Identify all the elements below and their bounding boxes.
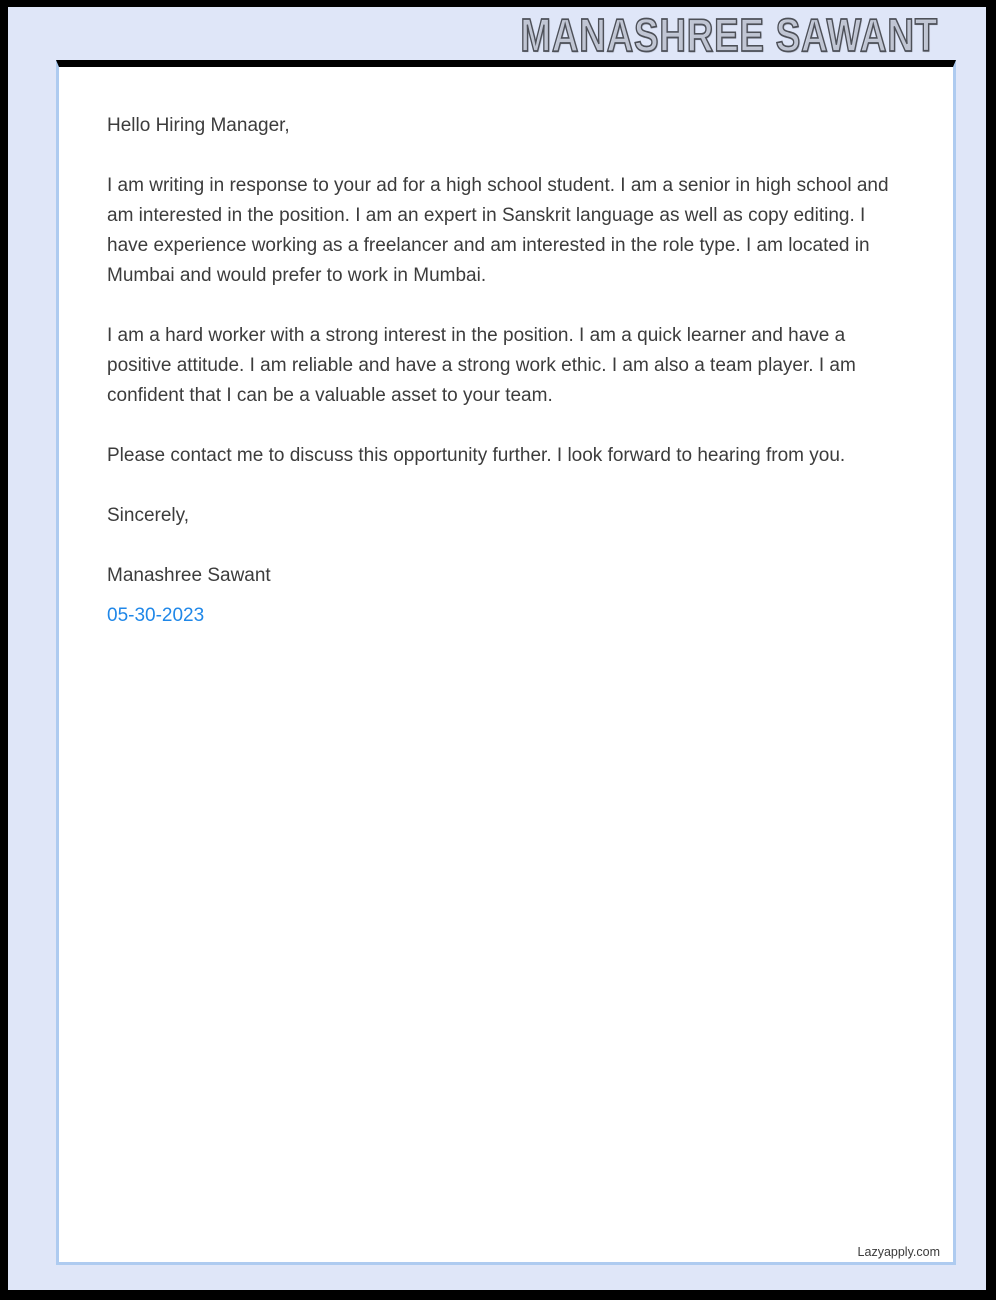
header-candidate-name: MANASHREE SAWANT (520, 9, 938, 61)
letter-signature: Manashree Sawant (107, 565, 271, 586)
footer-brand-label: Lazyapply.com (857, 1245, 940, 1259)
letter-greeting: Hello Hiring Manager, (107, 115, 290, 136)
document-background (8, 7, 986, 1290)
letter-paragraph-2: I am a hard worker with a strong interest in the position. I am a quick learner and have a positive attitude. I am reliable and have a strong work ethic. I am also a team player. I am confident that I can be a valuable asset to your team. (107, 325, 856, 406)
letter-closing: Sincerely, (107, 505, 190, 526)
letter-paragraph-3: Please contact me to discuss this opportunity further. I look forward to hearing from you. (107, 445, 846, 466)
letter-page (56, 60, 956, 1265)
letter-body (59, 67, 953, 631)
letter-date: 05-30-2023 (107, 605, 205, 626)
letter-paragraph-1: I am writing in response to your ad for a high school student. I am a senior in high school and am interested in the position. I am an expert in Sanskrit language as well as copy editing. I have experience working as a freelancer and am interested in the role type. I am located in Mumbai and would prefer to work in Mumbai. (107, 175, 889, 286)
